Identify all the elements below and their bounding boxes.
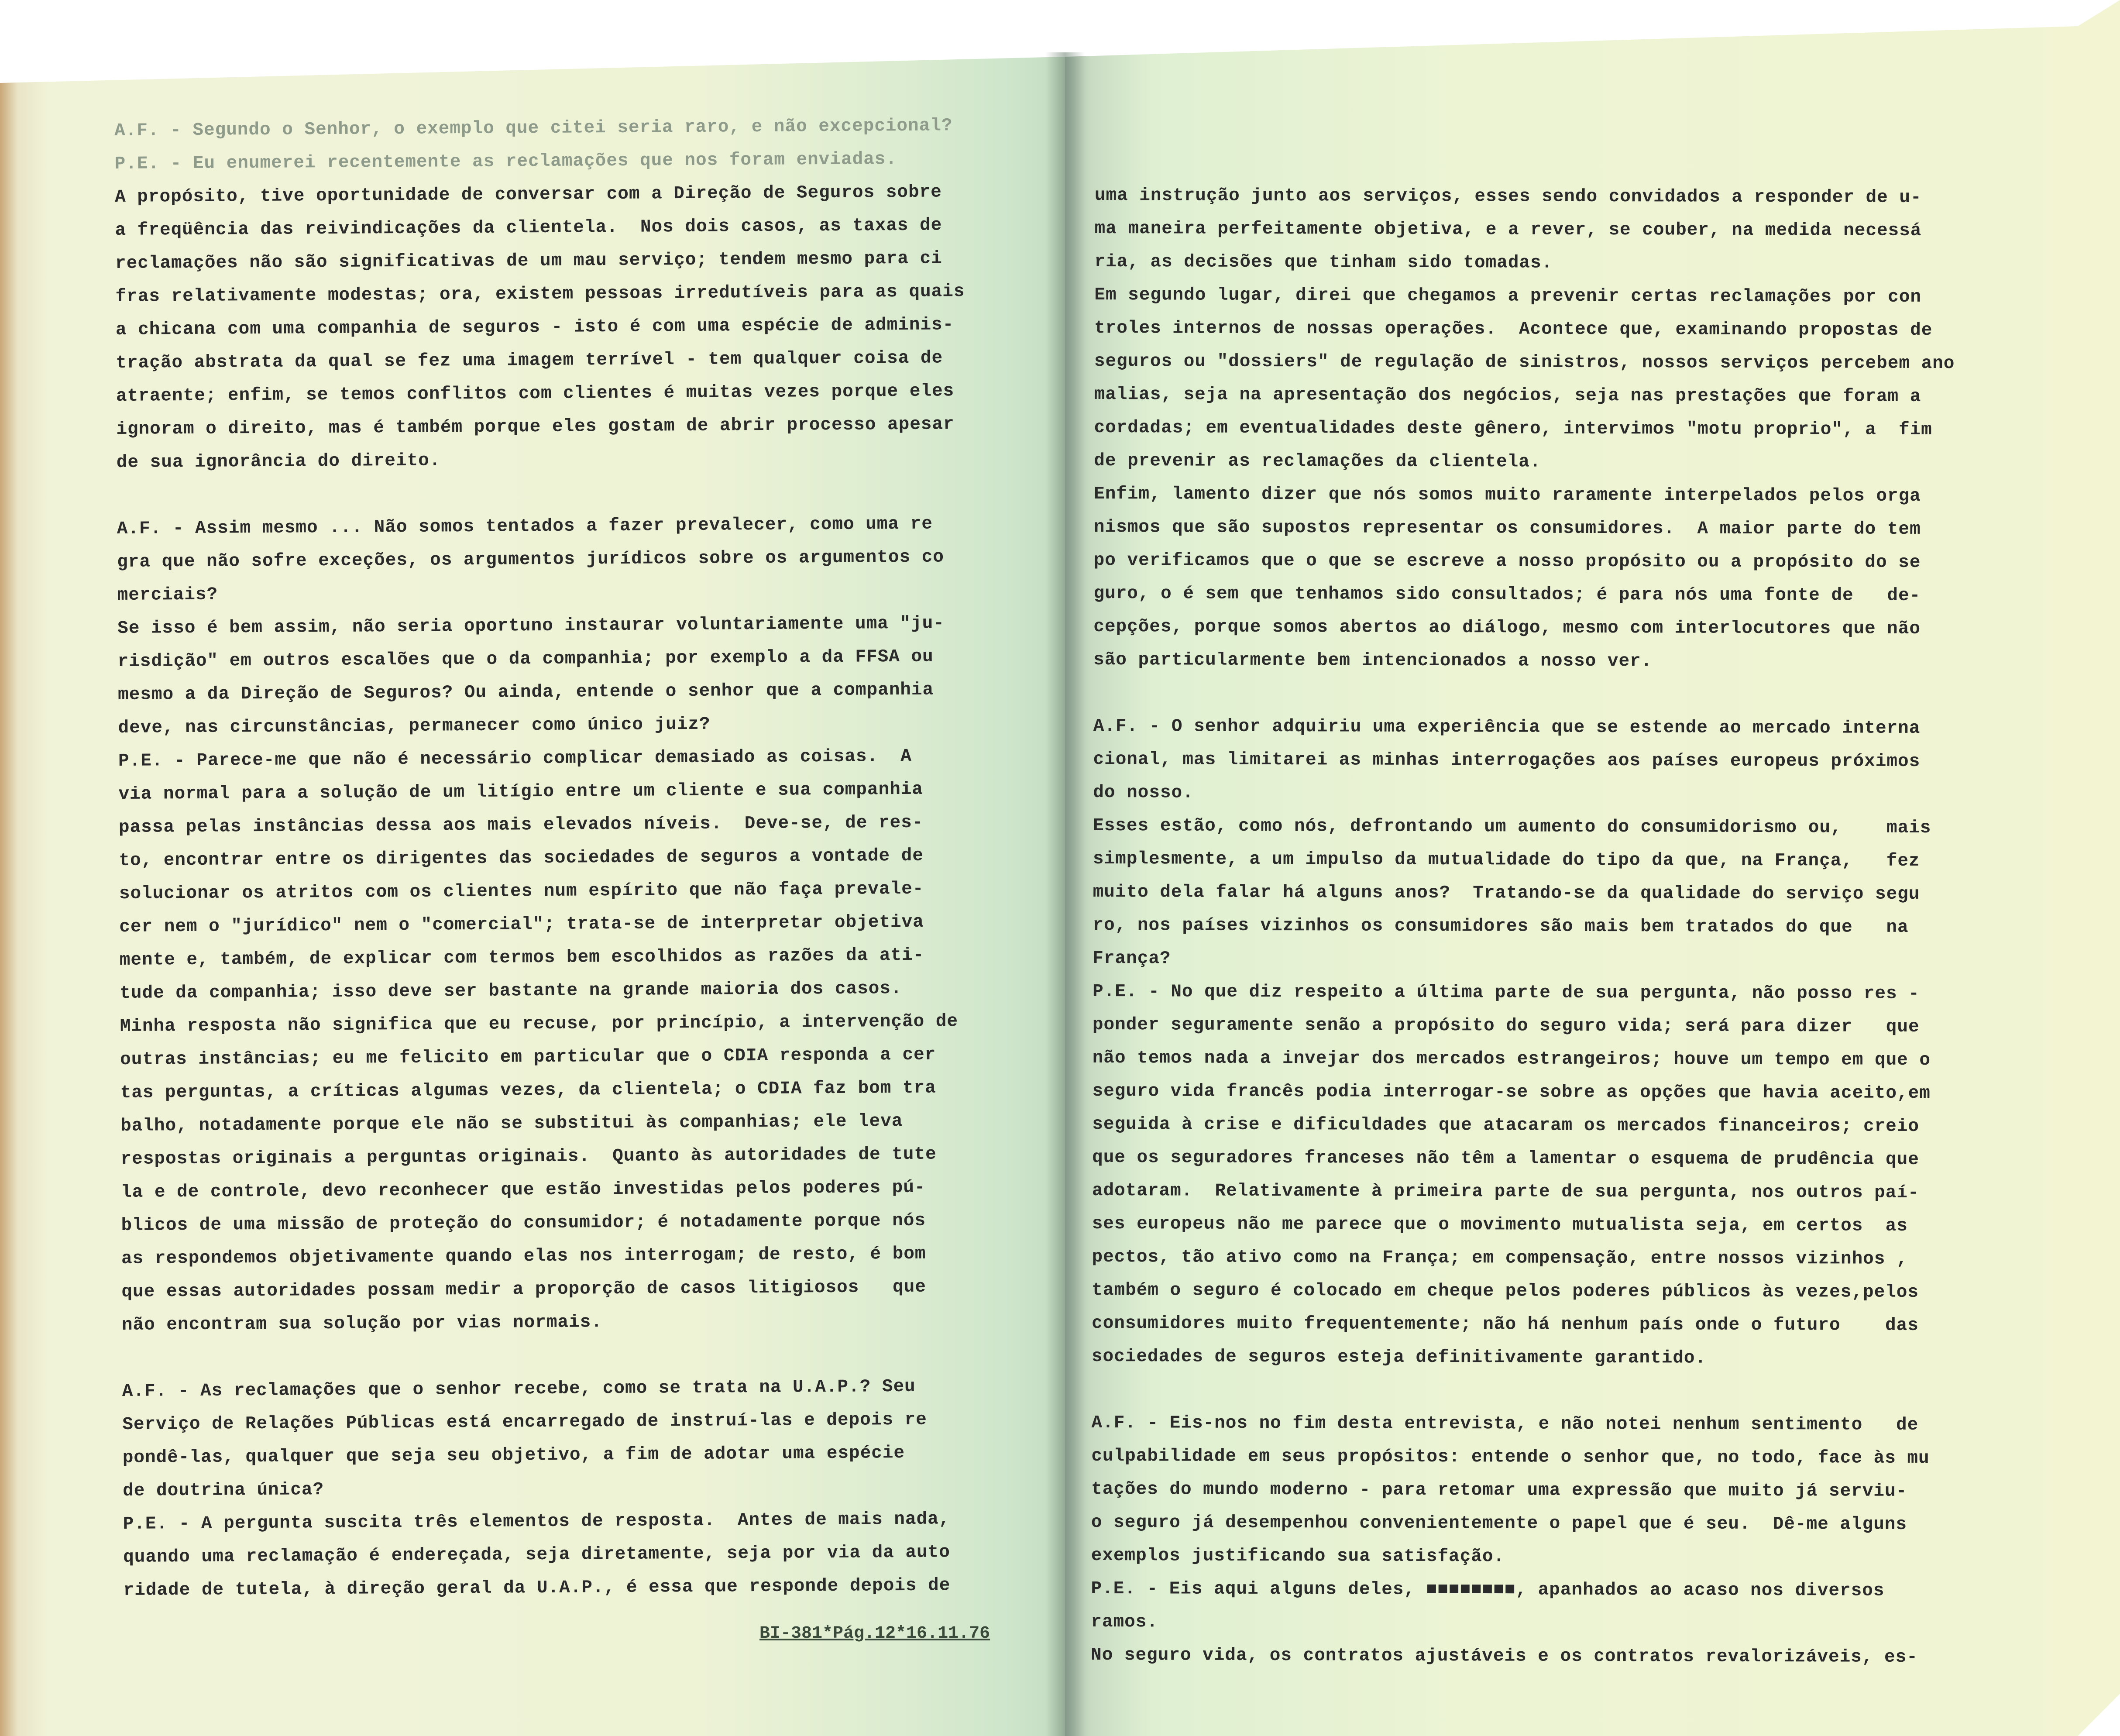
left-page-line: risdição" em outros escalões que o da companhia; por exemplo a da FFSA ou [117, 646, 934, 672]
right-page-line: guro, o é sem que tenhamos sido consultados; é para nós uma fonte de de- [1093, 583, 1921, 606]
right-page-line: P.E. - Eis aqui alguns deles, ■■■■■■■■, apanhados ao acaso nos diversos [1091, 1578, 1885, 1601]
right-page-line: que os seguradores franceses não têm a lamentar o esquema de prudência que [1092, 1147, 1919, 1170]
right-page-line: malias, seja na apresentação dos negócios, seja nas prestações que foram a [1094, 384, 1921, 407]
left-page-line: a chicana com uma companhia de seguros - isto é com uma espécie de adminis- [115, 315, 954, 340]
left-page-line: P.E. - A pergunta suscita três elementos de resposta. Antes de mais nada, [123, 1509, 950, 1534]
left-page-line: que essas autoridades possam medir a proporção de casos litigiosos que [121, 1277, 927, 1302]
right-page-line [1092, 1373, 1952, 1409]
left-page-line: balho, notadamente porque ele não se substitui às companhias; ele leva [120, 1111, 903, 1136]
right-page-line: cional, mas limitarei as minhas interrogações aos países europeus próximos [1093, 749, 1921, 772]
right-page-line: seguros ou "dossiers" de regulação de sinistros, nossos serviços percebem ano [1094, 351, 1955, 374]
right-page-line: uma instrução junto aos serviços, esses sendo convidados a responder de u- [1094, 185, 1922, 208]
left-page-line: solucionar os atritos com os clientes num espírito que não faça prevale- [119, 879, 924, 904]
right-page-line: troles internos de nossas operações. Acontece que, examinando propostas de [1094, 318, 1933, 341]
right-page-line: P.E. - No que diz respeito a última parte de sua pergunta, não posso res - [1093, 981, 1920, 1004]
right-page-line: po verificamos que o que se escreve a nosso propósito ou a propósito do se [1093, 550, 1921, 573]
right-page-line: ponder seguramente senão a propósito do seguro vida; será para dizer que [1092, 1014, 1920, 1037]
right-page-line: A.F. - Eis-nos no fim desta entrevista, e não notei nenhum sentimento de [1091, 1413, 1919, 1435]
right-page-line: simplesmente, a um impulso da mutualidade do tipo da que, na França, fez [1093, 849, 1920, 871]
left-page-line: tração abstrata da qual se fez uma imagem terrível - tem qualquer coisa de [116, 348, 943, 373]
left-page-line: ridade de tutela, à direção geral da U.A.P., é essa que responde depois de [123, 1575, 951, 1601]
left-page-line: cer nem o "jurídico" nem o "comercial"; trata-se de interpretar objetiva [119, 912, 924, 937]
left-page-line: gra que não sofre exceções, os argumentos jurídicos sobre os argumentos co [117, 547, 945, 572]
left-page-line: P.E. - Eu enumerei recentemente as reclamações que nos foram enviadas. [114, 149, 897, 174]
left-page-line: A.F. - Assim mesmo ... Não somos tentados a fazer prevalecer, como uma re [117, 514, 933, 539]
page-footer-reference: BI-381*Pág.12*16.11.76 [759, 1624, 990, 1643]
left-page-line: merciais? [117, 584, 218, 605]
right-page-line: No seguro vida, os contratos ajustáveis e os contratos revalorizáveis, es- [1091, 1645, 1918, 1667]
right-page-line: seguro vida francês podia interrogar-se sobre as opções que havia aceito,em [1092, 1081, 1931, 1104]
right-page-line: tações do mundo moderno - para retomar uma expressão que muito já serviu- [1091, 1479, 1907, 1502]
left-page-line: respostas originais a perguntas originais. Quanto às autoridades de tute [120, 1144, 937, 1169]
right-page-line: consumidores muito frequentemente; não há nenhum país onde o futuro das [1092, 1313, 1919, 1336]
right-page-text [1091, 179, 1955, 1674]
left-page-line: via normal para a solução de um litígio entre um cliente e sua companhia [118, 779, 924, 804]
right-page-line: ma maneira perfeitamente objetiva, e a rever, se couber, na medida necessá [1094, 218, 1922, 241]
left-page-line: de doutrina única? [123, 1480, 324, 1501]
right-page-line: ria, as decisões que tinham sido tomadas. [1094, 251, 1553, 273]
right-page-line: A.F. - O senhor adquiriu uma experiência que se estende ao mercado interna [1093, 716, 1921, 739]
left-page-line: outras instâncias; eu me felicito em particular que o CDIA responda a cer [120, 1045, 936, 1070]
left-page-line: to, encontrar entre os dirigentes das sociedades de seguros a vontade de [119, 846, 924, 871]
left-page-line: as respondemos objetivamente quando elas nos interrogam; de resto, é bom [121, 1244, 926, 1269]
left-page-line: P.E. - Parece-me que não é necessário complicar demasiado as coisas. A [118, 746, 912, 771]
left-page-line: passa pelas instâncias dessa aos mais elevados níveis. Deve-se, de res- [118, 812, 924, 838]
right-page-line: ro, nos países vizinhos os consumidores são mais bem tratados do que na [1093, 915, 1909, 938]
right-page-line: não temos nada a invejar dos mercados estrangeiros; houve um tempo em que o [1092, 1048, 1931, 1071]
right-page-line: de prevenir as reclamações da clientela. [1094, 450, 1541, 472]
left-page-line: ignoram o direito, mas é também porque eles gostam de abrir processo apesar [116, 414, 955, 440]
left-page-text [114, 109, 973, 1607]
right-page-line: o seguro já desempenhou convenientemente o papel que é seu. Dê-me alguns [1091, 1512, 1907, 1535]
left-page-line: quando uma reclamação é endereçada, seja diretamente, seja por via da auto [123, 1542, 951, 1568]
right-page-line: Esses estão, como nós, defrontando um aumento do consumidorismo ou, mais [1093, 815, 1931, 839]
left-page-line: mente e, também, de explicar com termos bem escolhidos as razões da ati- [119, 945, 924, 970]
right-page-line: do nosso. [1093, 782, 1194, 803]
right-page-line: cepções, porque somos abertos ao diálogo, mesmo com interlocutores que não [1093, 616, 1921, 639]
right-page-line: adotaram. Relativamente à primeira parte de sua pergunta, nos outros paí- [1092, 1180, 1919, 1203]
left-page-line: A.F. - Segundo o Senhor, o exemplo que citei seria raro, e não excepcional? [114, 116, 953, 141]
left-page-line: Serviço de Relações Públicas está encarregado de instruí-las e depois re [122, 1409, 927, 1435]
right-page-line: França? [1093, 948, 1171, 969]
right-page-line: seguida à crise e dificuldades que atacaram os mercados financeiros; creio [1092, 1114, 1920, 1137]
left-page-line: Se isso é bem assim, não seria oportuno instaurar voluntariamente uma "ju- [117, 613, 945, 639]
left-page-line: reclamações não são significativas de um mau serviço; tendem mesmo para ci [115, 248, 942, 274]
left-page-line: la e de controle, devo reconhecer que estão investidas pelos poderes pú- [120, 1177, 926, 1203]
right-page-line: são particularmente bem intencionados a nosso ver. [1093, 650, 1653, 672]
left-page-line: pondê-las, qualquer que seja seu objetivo, a fim de adotar uma espécie [122, 1443, 905, 1468]
left-page-line: Minha resposta não significa que eu recuse, por princípio, a intervenção de [120, 1011, 959, 1037]
left-page-line [117, 474, 966, 512]
left-page-line: atraente; enfim, se temos conflitos com clientes é muitas vezes porque eles [116, 381, 955, 406]
right-page-line: culpabilidade em seus propósitos: entende o senhor que, no todo, face às mu [1091, 1446, 1930, 1469]
left-page-line [122, 1337, 971, 1375]
left-page-line: tas perguntas, a críticas algumas vezes, da clientela; o CDIA faz bom tra [120, 1078, 936, 1103]
right-page-line: muito dela falar há alguns anos? Tratando-se da qualidade do serviço segu [1093, 882, 1920, 904]
left-page-line: blicos de uma missão de proteção do consumidor; é notadamente porque nós [121, 1210, 926, 1236]
left-page-line: A.F. - As reclamações que o senhor recebe, como se trata na U.A.P.? Seu [122, 1376, 916, 1402]
left-page-line: A propósito, tive oportunidade de conversar com a Direção de Seguros sobre [115, 182, 942, 207]
left-page-line: de sua ignorância do direito. [116, 450, 441, 473]
left-page-line: não encontram sua solução por vias normais. [121, 1312, 603, 1335]
right-page-line: pectos, tão ativo como na França; em compensação, entre nossos vizinhos , [1092, 1247, 1908, 1269]
left-page-line: mesmo a da Direção de Seguros? Ou ainda, entende o senhor que a companhia [117, 680, 934, 705]
right-page-line: Em segundo lugar, direi que chegamos a prevenir certas reclamações por con [1094, 285, 1922, 307]
right-page-line: cordadas; em eventualidades deste gênero, intervimos "motu proprio", a fim [1094, 417, 1932, 440]
right-page-line: ses europeus não me parece que o movimento mutualista seja, em certos as [1092, 1213, 1908, 1236]
left-page-line: a freqüência das reivindicações da clientela. Nos dois casos, as taxas de [115, 215, 942, 241]
right-page-line [1093, 677, 1954, 712]
left-page-line: tude da companhia; isso deve ser bastante na grande maioria dos casos. [120, 979, 902, 1004]
right-page-line: nismos que são supostos representar os consumidores. A maior parte do tem [1093, 517, 1921, 540]
right-page-line: ramos. [1091, 1612, 1158, 1633]
right-page-line: sociedades de seguros esteja definitivamente garantido. [1091, 1346, 1707, 1368]
right-page-line: também o seguro é colocado em cheque pelos poderes públicos às vezes,pelos [1092, 1280, 1919, 1303]
left-page-line: fras relativamente modestas; ora, existem pessoas irredutíveis para as quais [115, 282, 965, 307]
right-page-line: exemplos justificando sua satisfação. [1091, 1545, 1505, 1567]
right-page-line: Enfim, lamento dizer que nós somos muito raramente interpelados pelos orga [1094, 484, 1921, 506]
book-spine-shadow [1045, 52, 1085, 1736]
left-page-line: deve, nas circunstâncias, permanecer como único juiz? [118, 714, 711, 738]
